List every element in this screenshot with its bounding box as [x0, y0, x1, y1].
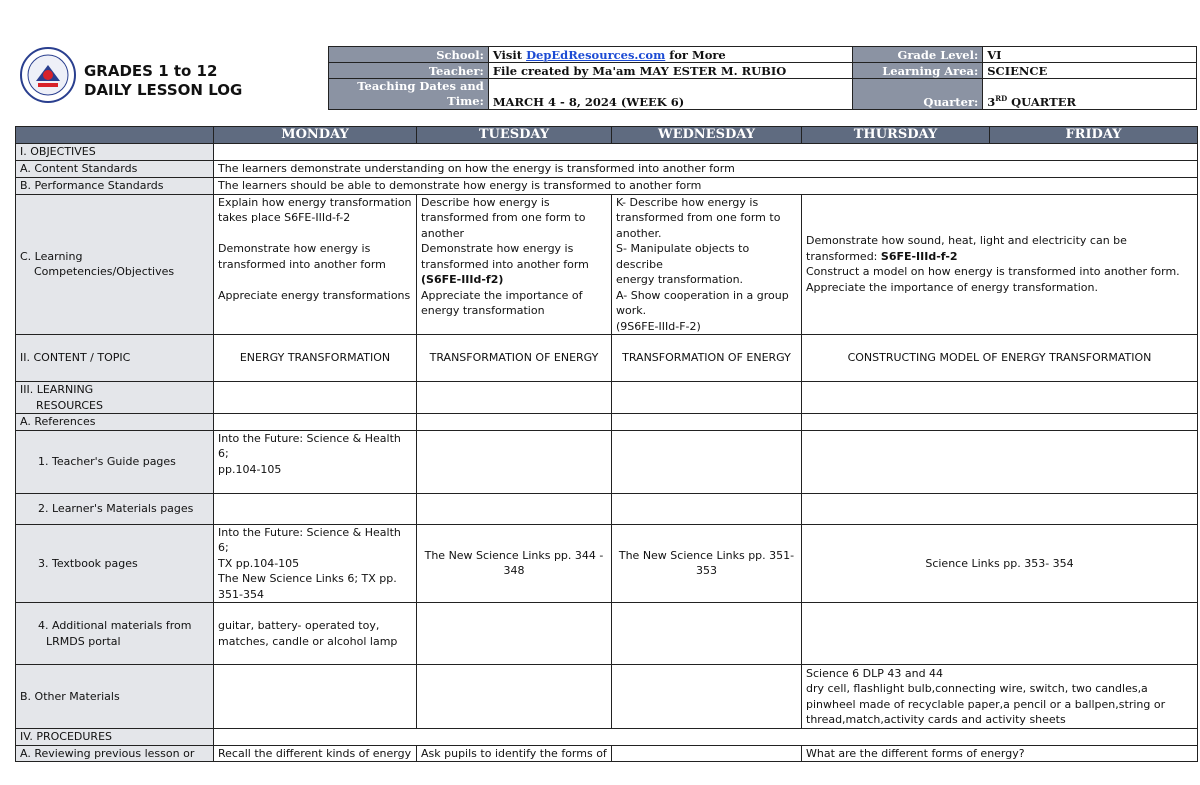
content-standards-value: The learners demonstrate understanding on how the energy is transformed into another form: [214, 160, 1198, 177]
day-tuesday: TUESDAY: [417, 127, 612, 144]
quarter-value: 3RD QUARTER: [983, 79, 1197, 110]
other-materials-thursday-friday: Science 6 DLP 43 and 44 dry cell, flashlight bulb,connecting wire, switch, two candles,a pinwheel made of recyclable paper,a pencil or a ballpen,string or thread,match,activity cards and activity sheets: [802, 665, 1198, 729]
procedures-heading: IV. PROCEDURES: [16, 729, 214, 746]
content-topic-monday: ENERGY TRANSFORMATION: [214, 335, 417, 382]
other-materials-label: B. Other Materials: [16, 665, 214, 729]
objectives-blank: [214, 144, 1198, 161]
textbook-pages-thursday-friday: Science Links pp. 353- 354: [802, 524, 1198, 603]
content-standards-label: A. Content Standards: [16, 160, 214, 177]
references-row: [16, 414, 1198, 431]
grade-level-label: Grade Level:: [853, 47, 983, 63]
learning-resources-row: [16, 382, 1198, 414]
reviewing-thursday-friday: What are the different forms of energy?: [802, 745, 1198, 762]
quarter-label: Quarter:: [853, 79, 983, 110]
performance-standards-row: [16, 177, 1198, 194]
learners-materials-row: [16, 493, 1198, 524]
deped-resources-link[interactable]: DepEdResources.com: [526, 48, 666, 62]
content-standards-row: [16, 160, 1198, 177]
school-label: School:: [329, 47, 489, 63]
competencies-thursday-friday: Demonstrate how sound, heat, light and electricity can be transformed: S6FE-IIId-f-2 Construct a model on how energy is transformed into another form. Appreciate the importance of energy transformation.: [802, 194, 1198, 335]
textbook-pages-wednesday: The New Science Links pp. 351- 353: [612, 524, 802, 603]
grade-level-value: VI: [983, 47, 1197, 63]
day-monday: MONDAY: [214, 127, 417, 144]
reviewing-row: [16, 745, 1198, 762]
textbook-pages-tuesday: The New Science Links pp. 344 - 348: [417, 524, 612, 603]
title-line-1: GRADES 1 to 12: [84, 62, 218, 80]
learning-area-label: Learning Area:: [853, 63, 983, 79]
teaching-dates-label: Teaching Dates and Time:: [329, 79, 489, 110]
day-thursday: THURSDAY: [802, 127, 990, 144]
learning-resources-label: III. LEARNING RESOURCES: [16, 382, 214, 414]
content-topic-label: II. CONTENT / TOPIC: [16, 335, 214, 382]
additional-materials-label: 4. Additional materials from LRMDS portal: [16, 603, 214, 665]
content-topic-tuesday: TRANSFORMATION OF ENERGY: [417, 335, 612, 382]
teacher-label: Teacher:: [329, 63, 489, 79]
content-topic-wednesday: TRANSFORMATION OF ENERGY: [612, 335, 802, 382]
competencies-monday: Explain how energy transformation takes place S6FE-IIId-f-2 Demonstrate how energy is transformed into another form Appreciate energy transformations: [214, 194, 417, 335]
content-topic-row: [16, 335, 1198, 382]
competencies-row: [16, 194, 1198, 335]
content-topic-thursday-friday: CONSTRUCTING MODEL OF ENERGY TRANSFORMATION: [802, 335, 1198, 382]
learners-materials-label: 2. Learner's Materials pages: [16, 493, 214, 524]
days-header-row: [16, 127, 1198, 144]
competencies-wednesday: K- Describe how energy is transformed from one form to another. S- Manipulate objects to describe energy transformation. A- Show cooperation in a group work. (9S6FE-IIId-F-2): [612, 194, 802, 335]
objectives-row: [16, 144, 1198, 161]
document-title: [84, 62, 242, 100]
performance-standards-label: B. Performance Standards: [16, 177, 214, 194]
lesson-log-table: [15, 126, 1198, 762]
textbook-pages-monday: Into the Future: Science & Health 6; TX pp.104-105 The New Science Links 6; TX pp. 351-354: [214, 524, 417, 603]
teacher-value: File created by Ma'am MAY ESTER M. RUBIO: [488, 63, 853, 79]
title-line-2: DAILY LESSON LOG: [84, 81, 243, 99]
performance-standards-value: The learners should be able to demonstrate how energy is transformed to another form: [214, 177, 1198, 194]
teaching-dates-value: MARCH 4 - 8, 2024 (WEEK 6): [488, 79, 853, 110]
reviewing-tuesday: Ask pupils to identify the forms of: [417, 745, 612, 762]
teachers-guide-monday: Into the Future: Science & Health 6; pp.104-105: [214, 430, 417, 493]
competencies-label: C. Learning Competencies/Objectives: [16, 194, 214, 335]
days-header-blank: [16, 127, 214, 144]
textbook-pages-row: [16, 524, 1198, 603]
objectives-heading: I. OBJECTIVES: [16, 144, 214, 161]
header-info-table: [328, 46, 1197, 110]
deped-seal-logo: [20, 47, 76, 103]
other-materials-row: [16, 665, 1198, 729]
reviewing-label: A. Reviewing previous lesson or: [16, 745, 214, 762]
teachers-guide-row: [16, 430, 1198, 493]
school-value: Visit DepEdResources.com for More: [488, 47, 853, 63]
learning-area-value: SCIENCE: [983, 63, 1197, 79]
additional-materials-row: [16, 603, 1198, 665]
day-friday: FRIDAY: [990, 127, 1198, 144]
day-wednesday: WEDNESDAY: [612, 127, 802, 144]
reviewing-monday: Recall the different kinds of energy: [214, 745, 417, 762]
teachers-guide-label: 1. Teacher's Guide pages: [16, 430, 214, 493]
competencies-tuesday: Describe how energy is transformed from one form to another Demonstrate how energy is transformed into another form (S6FE-IIId-f2) Appreciate the importance of energy transformation: [417, 194, 612, 335]
procedures-row: [16, 729, 1198, 746]
textbook-pages-label: 3. Textbook pages: [16, 524, 214, 603]
references-label: A. References: [16, 414, 214, 431]
additional-materials-monday: guitar, battery- operated toy, matches, candle or alcohol lamp: [214, 603, 417, 665]
